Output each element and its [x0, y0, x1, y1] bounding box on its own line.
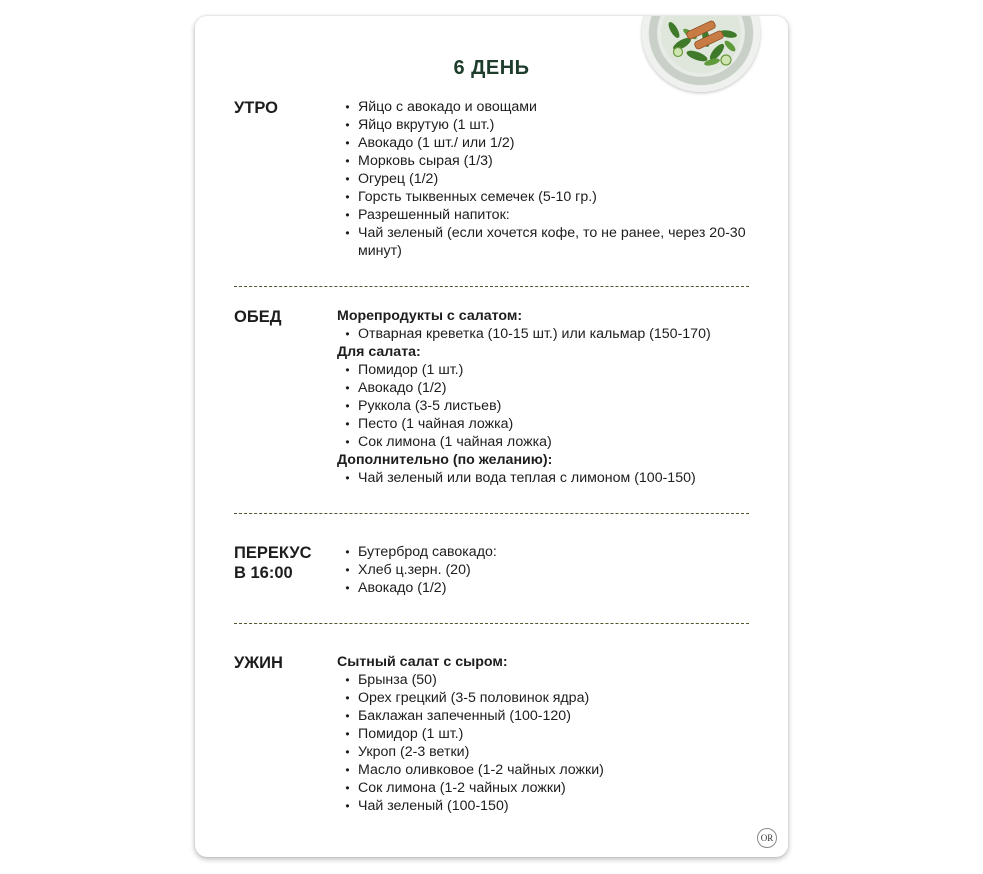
list-item-text: Помидор (1 шт.): [358, 362, 464, 378]
list-item-text: Укроп (2-3 ветки): [358, 744, 470, 760]
section-label-snack: ПЕРЕКУС В 16:00: [234, 544, 312, 582]
list-item: [337, 797, 757, 815]
bullet-icon: •: [345, 154, 350, 168]
list-item: [337, 134, 757, 152]
list-item: [337, 543, 757, 561]
list-item: [337, 152, 757, 170]
bullet-icon: •: [345, 399, 350, 413]
bullet-icon: •: [345, 363, 350, 377]
salad-plate-image: [642, 16, 760, 92]
list-item: [337, 379, 757, 397]
list-item: [337, 779, 757, 797]
list-item-text: Авокадо (1/2): [358, 380, 447, 396]
section-items-lunch: [337, 307, 757, 487]
list-item: [337, 689, 757, 707]
section-divider: [234, 513, 749, 514]
bullet-icon: •: [345, 208, 350, 222]
list-item-text: Сок лимона (1-2 чайных ложки): [358, 780, 566, 796]
bullet-icon: •: [345, 172, 350, 186]
bullet-icon: •: [345, 226, 350, 240]
list-item: [337, 433, 757, 451]
section-items-snack: [337, 543, 757, 597]
subheading: Морепродукты с салатом:: [337, 308, 523, 324]
list-item: [337, 415, 757, 433]
bullet-icon: •: [345, 745, 350, 759]
subheading: Сытный салат с сыром:: [337, 654, 508, 670]
list-item-text: Горсть тыквенных семечек (5-10 гр.): [358, 189, 597, 205]
bullet-icon: •: [345, 545, 350, 559]
list-item-text: Баклажан запеченный (100-120): [358, 708, 571, 724]
bullet-icon: •: [345, 118, 350, 132]
list-item: [337, 561, 757, 579]
list-item-text: Помидор (1 шт.): [358, 726, 464, 742]
list-item: [337, 761, 757, 779]
list-item: [337, 206, 757, 224]
list-item: [337, 469, 757, 487]
bullet-icon: •: [345, 471, 350, 485]
list-item-text: Чай зеленый или вода теплая с лимоном (100-150): [358, 470, 696, 486]
bullet-icon: •: [345, 563, 350, 577]
list-item: [337, 170, 757, 188]
bullet-icon: •: [345, 381, 350, 395]
list-item-text: Авокадо (1 шт./ или 1/2): [358, 135, 515, 151]
list-item-text: Брынза (50): [358, 672, 437, 688]
bullet-icon: •: [345, 100, 350, 114]
list-item: [337, 725, 757, 743]
brand-logo: OR: [757, 828, 777, 848]
list-item-text: Масло оливковое (1-2 чайных ложки): [358, 762, 604, 778]
list-item-text: Яйцо с авокадо и овощами: [358, 99, 537, 115]
list-item-text: Орех грецкий (3-5 половинок ядра): [358, 690, 590, 706]
bullet-icon: •: [345, 581, 350, 595]
list-item: [337, 671, 757, 689]
list-item: [337, 707, 757, 725]
section-label-lunch: ОБЕД: [234, 308, 282, 326]
list-item-text: Хлеб ц.зерн. (20): [358, 562, 471, 578]
list-item: [337, 116, 757, 134]
bullet-icon: •: [345, 327, 350, 341]
list-item: [337, 224, 757, 260]
subheading: Дополнительно (по желанию):: [337, 452, 553, 468]
list-item-text: Руккола (3-5 листьев): [358, 398, 502, 414]
subheading: Для салата:: [337, 344, 421, 360]
bullet-icon: •: [345, 727, 350, 741]
list-item-text: Отварная креветка (10-15 шт.) или кальмар (150-170): [358, 326, 711, 342]
bullet-icon: •: [345, 136, 350, 150]
bullet-icon: •: [345, 417, 350, 431]
list-item: [337, 397, 757, 415]
day-title: 6 ДЕНЬ: [453, 57, 530, 79]
list-item: [337, 325, 757, 343]
section-divider: [234, 623, 749, 624]
list-item-text: Сок лимона (1 чайная ложка): [358, 434, 552, 450]
list-item-text: Бутерброд савокадо:: [358, 544, 497, 560]
section-items-dinner: [337, 653, 757, 815]
section-label-morning: УТРО: [234, 99, 278, 117]
bullet-icon: •: [345, 190, 350, 204]
list-item: [337, 579, 757, 597]
bullet-icon: •: [345, 799, 350, 813]
bullet-icon: •: [345, 435, 350, 449]
list-item-text: Огурец (1/2): [358, 171, 439, 187]
bullet-icon: •: [345, 691, 350, 705]
section-items-morning: [337, 98, 757, 260]
list-item-text: Разрешенный напиток:: [358, 207, 510, 223]
list-item-text: Чай зеленый (100-150): [358, 798, 509, 814]
list-item-text: Авокадо (1/2): [358, 580, 447, 596]
list-item-text: Чай зеленый (если хочется кофе, то не ранее, через 20-30 минут): [358, 225, 746, 259]
list-item: [337, 188, 757, 206]
section-label-dinner: УЖИН: [234, 654, 283, 672]
list-item: [337, 98, 757, 116]
section-divider: [234, 286, 749, 287]
bullet-icon: •: [345, 781, 350, 795]
list-item-text: Песто (1 чайная ложка): [358, 416, 514, 432]
bullet-icon: •: [345, 763, 350, 777]
list-item-text: Морковь сырая (1/3): [358, 153, 493, 169]
list-item-text: Яйцо вкрутую (1 шт.): [358, 117, 495, 133]
bullet-icon: •: [345, 709, 350, 723]
menu-card: [195, 16, 788, 857]
list-item: [337, 743, 757, 761]
bullet-icon: •: [345, 673, 350, 687]
list-item: [337, 361, 757, 379]
